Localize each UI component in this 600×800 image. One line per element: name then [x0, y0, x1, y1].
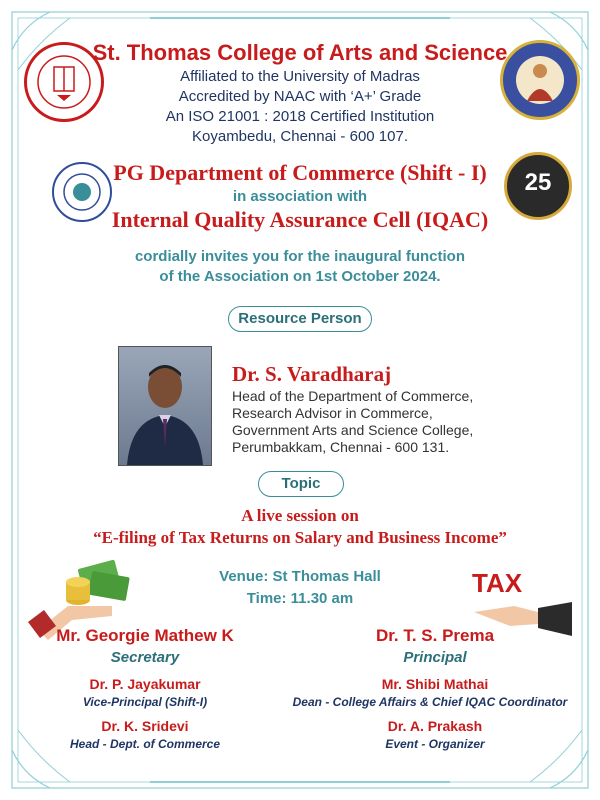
iqac-name: Internal Quality Assurance Cell (IQAC) — [111, 207, 489, 232]
dean-role: Dean - College Affairs & Chief IQAC Coordinator — [292, 695, 568, 709]
accreditation-text: Accredited by NAAC with ‘A+’ Grade — [178, 88, 422, 105]
association-text: in association with — [232, 188, 368, 205]
topic-line-1: A live session on — [241, 506, 359, 525]
organizer-role: Event - Organizer — [385, 737, 485, 751]
principal-name: Dr. T. S. Prema — [375, 626, 495, 645]
invite-line-1: cordially invites you for the inaugural function — [134, 248, 466, 265]
principal-role: Principal — [403, 649, 467, 666]
tax-label: TAX — [472, 568, 523, 598]
person-portrait-icon — [119, 347, 211, 465]
vice-principal-role: Vice-Principal (Shift-I) — [82, 695, 208, 709]
topic-line-2: “E-filing of Tax Returns on Salary and Business Income” — [93, 528, 507, 547]
department-name: PG Department of Commerce (Shift - I) — [113, 160, 487, 185]
hod-role: Head - Dept. of Commerce — [69, 737, 221, 751]
resource-person-label: Resource Person — [228, 306, 372, 332]
resource-line-1: Head of the Department of Commerce, — [232, 388, 474, 404]
badge-number: 25 — [524, 169, 552, 196]
resource-person-name: Dr. S. Varadharaj — [232, 362, 392, 386]
dean-name: Mr. Shibi Mathai — [381, 676, 489, 692]
vice-principal-name: Dr. P. Jayakumar — [89, 676, 201, 692]
resource-person-photo — [118, 346, 212, 466]
secretary-name: Mr. Georgie Mathew K — [56, 626, 234, 645]
time-text: Time: 11.30 am — [246, 590, 354, 607]
resource-line-2: Research Advisor in Commerce, — [232, 405, 433, 421]
resource-line-4: Perumbakkam, Chennai - 600 131. — [232, 439, 450, 455]
address-text: Koyambedu, Chennai - 600 107. — [192, 128, 408, 145]
iso-text: An ISO 21001 : 2018 Certified Institution — [165, 108, 435, 125]
affiliation-text: Affiliated to the University of Madras — [180, 68, 420, 85]
resource-line-3: Government Arts and Science College, — [232, 422, 474, 438]
topic-label: Topic — [258, 471, 344, 497]
secretary-role: Secretary — [110, 649, 180, 666]
invite-line-2: of the Association on 1st October 2024. — [159, 268, 441, 285]
hod-name: Dr. K. Sridevi — [101, 718, 189, 734]
college-name: St. Thomas College of Arts and Science — [92, 40, 508, 65]
venue-text: Venue: St Thomas Hall — [219, 568, 381, 585]
organizer-name: Dr. A. Prakash — [387, 718, 483, 734]
